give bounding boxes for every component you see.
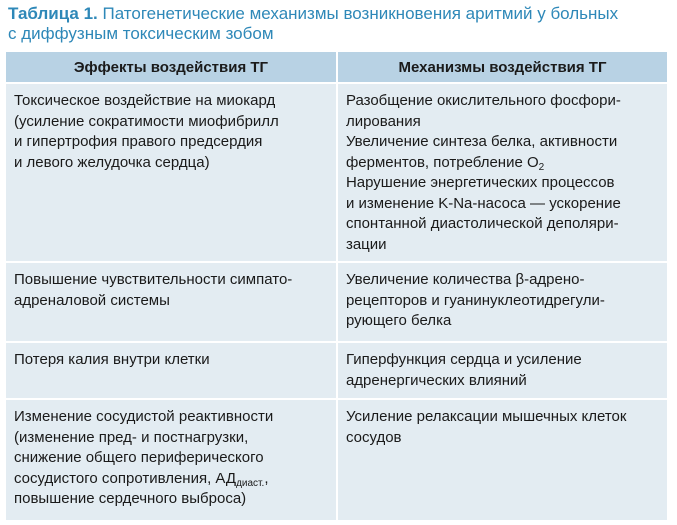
effect-cell: [6, 400, 336, 520]
mechanism-line: адренергических влияний: [345, 371, 527, 389]
ad-comma: ,: [264, 469, 269, 487]
effect-line: [14, 469, 328, 490]
effect-cell: [6, 343, 336, 398]
table-row: [6, 400, 667, 520]
mechanism-cell: [338, 263, 667, 341]
effect-cell: [6, 263, 336, 341]
mechanism-line: Гиперфункция сердца и усиление: [345, 351, 582, 368]
mechanism-cell: [338, 400, 667, 520]
mechanism-line: спонтанной диастолической деполяри-: [345, 215, 619, 232]
effect-line: и гипертрофия правого предсердия: [14, 133, 263, 150]
mechanism-line: Нарушение энергетических процессов: [345, 174, 615, 191]
mechanism-cell: [338, 84, 667, 261]
mechanism-line: сосудов: [345, 428, 402, 446]
table-row: [6, 263, 667, 341]
mechanism-line: лирования: [345, 112, 421, 130]
effect-line: адреналовой системы: [14, 291, 170, 309]
effect-line: (изменение пред- и постнагрузки,: [14, 428, 249, 446]
effect-line: Изменение сосудистой реактивности: [14, 408, 274, 425]
o2-subscript: 2: [538, 161, 545, 173]
mechanisms-table: [4, 50, 669, 522]
effect-line: и левого желудочка сердца): [14, 153, 210, 171]
effect-line: Повышение чувствительности симпато-: [14, 271, 293, 288]
table-row: [6, 343, 667, 398]
caption-label: Таблица 1.: [8, 4, 98, 23]
header-effects: Эффекты воздействия ТГ: [6, 52, 336, 82]
effect-line: Потеря калия внутри клетки: [14, 351, 210, 368]
header-mechanisms: Механизмы воздействия ТГ: [338, 52, 667, 82]
mechanism-line: Увеличение количества β-адрено-: [345, 271, 585, 288]
mechanism-line: [346, 153, 659, 174]
effect-cell: [6, 84, 336, 261]
ad-subscript: диаст.: [236, 477, 265, 489]
table-row: [6, 84, 667, 261]
mechanism-cell: [338, 343, 667, 398]
mechanism-line: зации: [345, 235, 387, 253]
caption-title-line2: с диффузным токсическим зобом: [8, 24, 274, 43]
mechanism-line: рецепторов и гуанинуклеотидрегули-: [345, 291, 605, 309]
mechanism-line: Увеличение синтеза белка, активности: [345, 133, 618, 150]
mechanism-line: и изменение K-Na-насоса — ускорение: [345, 194, 621, 212]
effect-line: повышение сердечного выброса): [14, 490, 247, 507]
ad-text: сосудистого сопротивления, АД: [14, 469, 237, 487]
o2-text: ферментов, потребление О: [345, 153, 539, 171]
effect-line: снижение общего периферического: [14, 449, 264, 466]
effect-line: (усиление сократимости миофибрилл: [14, 112, 279, 130]
effect-line: Токсическое воздействие на миокард: [14, 92, 276, 109]
mechanism-line: рующего белка: [345, 312, 452, 329]
table-header-row: [6, 52, 667, 82]
table-caption: [6, 4, 671, 46]
mechanism-line: Разобщение окислительного фосфори-: [345, 92, 621, 109]
mechanism-line: Усиление релаксации мышечных клеток: [345, 408, 627, 425]
caption-title-line1: Патогенетические механизмы возникновения аритмий у больных: [102, 4, 619, 23]
